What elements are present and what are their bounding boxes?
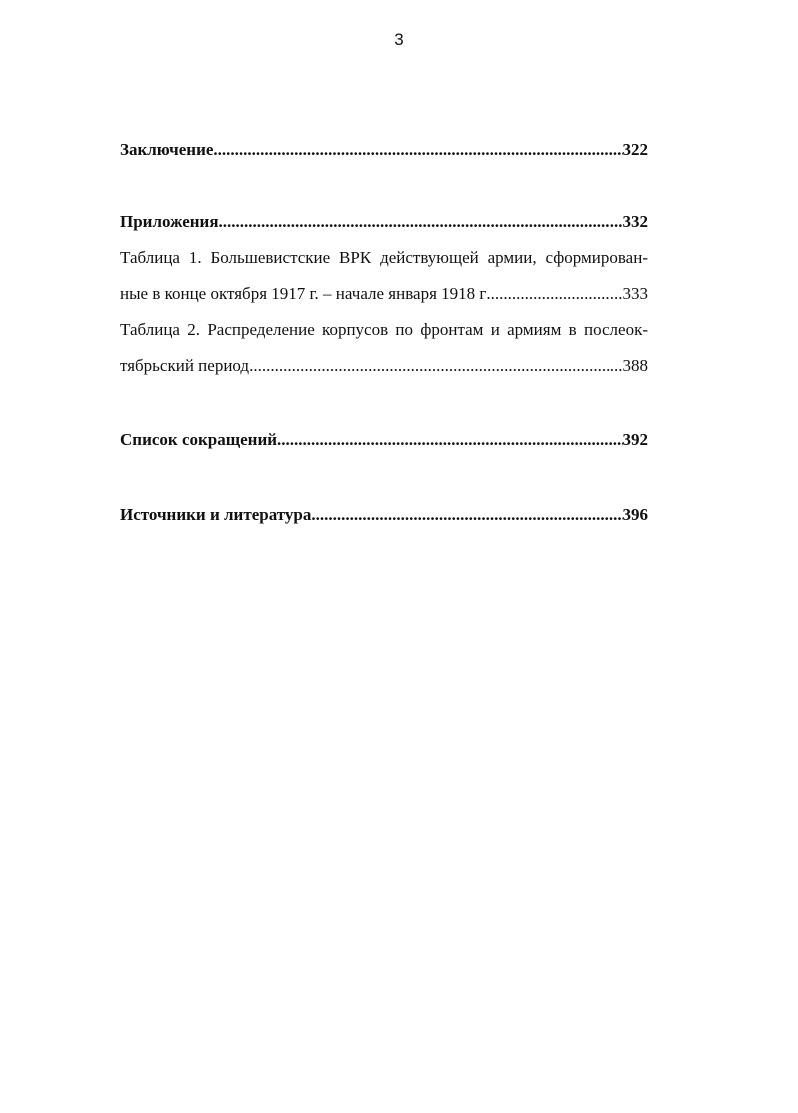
toc-entry-text-line-2: ные в конце октября 1917 г. – начале января 1918 г	[120, 284, 487, 303]
toc-entry-page: 322	[622, 140, 648, 159]
dot-leader	[213, 140, 622, 160]
dot-leader	[311, 505, 622, 525]
toc-entry-page: ...333	[609, 284, 648, 303]
toc-entry-abbreviations[interactable]	[120, 430, 648, 450]
dot-leader	[277, 430, 622, 450]
toc-entry-label: Приложения	[120, 212, 219, 231]
dot-leader	[249, 356, 610, 376]
toc-entry-text-line-2: тябрьский период	[120, 356, 250, 375]
toc-entry-label: Список сокращений	[120, 430, 278, 449]
toc-entry-table-2[interactable]	[120, 320, 648, 376]
toc-entry-label: Заключение	[120, 140, 214, 159]
toc-entry-page: ...332	[609, 212, 648, 231]
page-number: 3	[394, 30, 404, 49]
dot-leader	[486, 284, 609, 304]
toc-entry-table-1[interactable]	[120, 248, 648, 304]
dot-leader	[219, 212, 610, 232]
toc-entry-sources[interactable]	[120, 505, 648, 525]
toc-entry-conclusion[interactable]	[120, 140, 648, 160]
toc-entry-text-line-1: Таблица 1. Большевистские ВРК действующей армии, сформирован-	[120, 248, 648, 267]
toc-entry-page: 396	[622, 505, 648, 524]
toc-entry-page: 392	[622, 430, 648, 449]
toc-entry-page: ...388	[609, 356, 648, 375]
toc-entry-text-line-1: Таблица 2. Распределение корпусов по фронтам и армиям в послеок-	[120, 320, 648, 339]
toc-entry-label: Источники и литература	[120, 505, 312, 524]
toc-entry-appendices[interactable]	[120, 212, 648, 232]
